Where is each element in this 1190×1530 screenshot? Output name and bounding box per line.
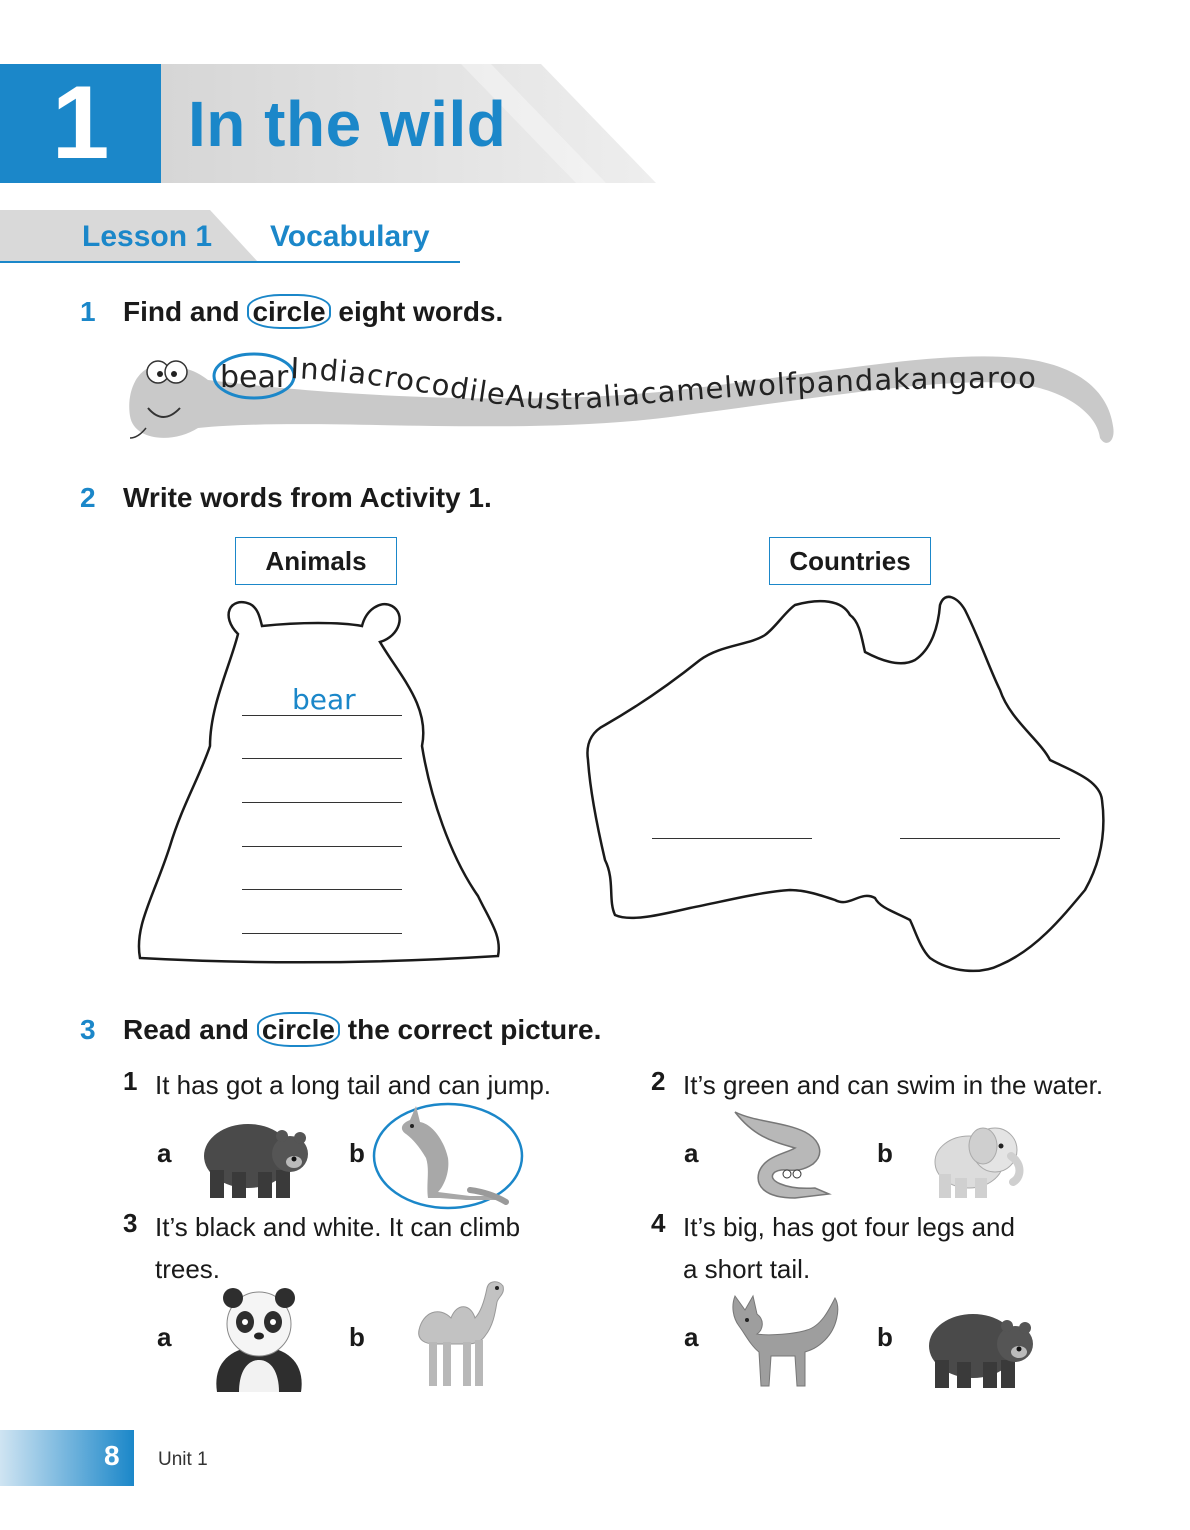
exercise-2-instruction: Write words from Activity 1. <box>123 482 492 513</box>
unit-number: 1 <box>51 65 110 181</box>
countries-label: Countries <box>769 537 931 585</box>
question-1-option-b-label: b <box>349 1138 365 1168</box>
animals-label: Animals <box>235 537 397 585</box>
countries-line-2[interactable] <box>900 838 1060 839</box>
question-4-number: 4 <box>651 1208 666 1238</box>
animals-line-1[interactable] <box>242 715 402 716</box>
snake-letter-text <box>290 351 1037 416</box>
exercise-1-instruction <box>123 296 503 328</box>
animals-line-2[interactable] <box>242 758 402 759</box>
exercise-1-circle-word: circle <box>247 294 330 329</box>
exercise-3-instruction-post: the correct picture. <box>347 1014 602 1045</box>
lesson-label: Lesson 1 <box>82 220 213 253</box>
exercise-1-instruction-post: eight words. <box>338 296 504 327</box>
question-3-number: 3 <box>123 1208 138 1238</box>
question-2-option-b-label: b <box>877 1138 893 1168</box>
elephant-icon[interactable] <box>925 1116 1030 1201</box>
question-3-option-b-label: b <box>349 1322 365 1352</box>
question-1-number: 1 <box>123 1066 138 1096</box>
panda-icon[interactable] <box>203 1286 315 1392</box>
wolf-icon[interactable] <box>725 1290 845 1390</box>
lesson-topic: Vocabulary <box>270 220 430 253</box>
exercise-3-circle-word: circle <box>257 1012 340 1047</box>
bear-icon[interactable] <box>200 1112 310 1200</box>
snake-letter-path: IndiacrocodileAustraliacamelwolfpandakangaroo <box>290 351 1037 417</box>
countries-line-1[interactable] <box>652 838 812 839</box>
question-4-text-line-2: a short tail. <box>683 1254 811 1284</box>
animals-example-answer: bear <box>292 683 356 716</box>
question-1-option-a-label: a <box>157 1138 172 1168</box>
animals-line-5[interactable] <box>242 889 402 890</box>
unit-title: In the wild <box>188 88 507 160</box>
bear-icon[interactable] <box>925 1304 1037 1390</box>
kangaroo-icon[interactable] <box>370 1100 525 1212</box>
crocodile-icon[interactable] <box>725 1102 835 1202</box>
question-2-option-a-label: a <box>684 1138 699 1168</box>
exercise-3-number: 3 <box>80 1014 96 1045</box>
exercise-1-instruction-pre: Find and <box>123 296 240 327</box>
question-3-option-a-label: a <box>157 1322 172 1352</box>
bear-outline <box>130 596 505 966</box>
question-3-text-line-2: trees. <box>155 1254 221 1284</box>
animals-line-3[interactable] <box>242 802 402 803</box>
exercise-3-instruction-pre: Read and <box>123 1014 250 1045</box>
exercise-3-instruction <box>123 1014 601 1046</box>
question-4-text-line-1: It’s big, has got four legs and <box>683 1212 1015 1242</box>
camel-icon[interactable] <box>405 1278 510 1390</box>
exercise-1-number: 1 <box>80 296 96 327</box>
question-2-text: It’s green and can swim in the water. <box>683 1070 1104 1100</box>
australia-outline <box>580 590 1115 985</box>
question-3-text-line-1: It’s black and white. It can climb <box>155 1212 521 1242</box>
animals-line-4[interactable] <box>242 846 402 847</box>
page-number: 8 <box>104 1440 120 1471</box>
answer-circle <box>374 1104 522 1208</box>
footer-unit-label: Unit 1 <box>158 1449 208 1470</box>
question-4-option-a-label: a <box>684 1322 699 1352</box>
question-1-text: It has got a long tail and can jump. <box>155 1070 552 1100</box>
exercise-2-number: 2 <box>80 482 96 513</box>
snake-letters <box>290 346 1070 456</box>
snake-word-bear: bear <box>220 360 289 395</box>
question-2-number: 2 <box>651 1066 666 1096</box>
animals-line-6[interactable] <box>242 933 402 934</box>
question-4-option-b-label: b <box>877 1322 893 1352</box>
